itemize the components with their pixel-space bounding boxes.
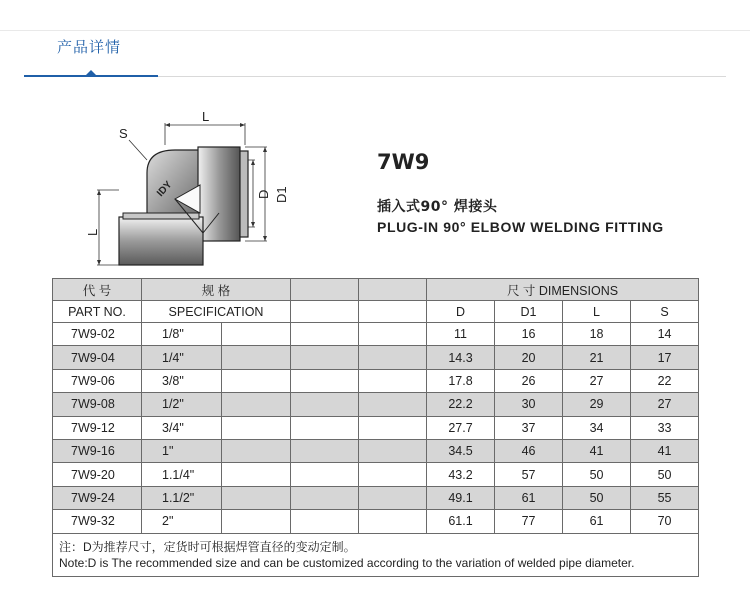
- table-row: [53, 346, 699, 369]
- cell-S: 55: [631, 486, 699, 509]
- cell-D1: 16: [495, 323, 563, 346]
- cell-blank: [291, 510, 359, 533]
- cell-D: 14.3: [427, 346, 495, 369]
- cell-S: 50: [631, 463, 699, 486]
- cell-blank: [291, 486, 359, 509]
- tab-product-details[interactable]: 产品详情: [57, 38, 122, 56]
- table-header-row-1: [53, 279, 699, 301]
- cell-blank: [222, 463, 291, 486]
- cell-S: 17: [631, 346, 699, 369]
- header-col-D: D: [427, 301, 495, 323]
- cell-blank: [359, 323, 427, 346]
- cell-blank: [359, 510, 427, 533]
- tab-active-underline: [24, 75, 158, 77]
- cell-spec: 1": [142, 439, 222, 462]
- cell-blank: [359, 439, 427, 462]
- cell-D: 27.7: [427, 416, 495, 439]
- product-name-cn: 插入式90° 焊接头: [377, 199, 498, 215]
- header-part-no: PART NO.: [53, 301, 142, 323]
- top-divider: [0, 30, 750, 31]
- cell-S: 22: [631, 369, 699, 392]
- cell-D: 43.2: [427, 463, 495, 486]
- cell-D1: 57: [495, 463, 563, 486]
- cell-D: 34.5: [427, 439, 495, 462]
- cell-S: 27: [631, 393, 699, 416]
- cell-blank: [222, 510, 291, 533]
- table-note: [53, 533, 699, 576]
- table-header-row-2: [53, 301, 699, 323]
- table-row: [53, 369, 699, 392]
- cell-L: 21: [563, 346, 631, 369]
- cell-D: 11: [427, 323, 495, 346]
- cell-blank: [222, 369, 291, 392]
- cell-blank: [359, 463, 427, 486]
- header-specification: SPECIFICATION: [142, 301, 291, 323]
- cell-L: 61: [563, 510, 631, 533]
- cell-part-no: 7W9-02: [53, 323, 142, 346]
- header-blank: [359, 279, 427, 301]
- dim-label-D1: D1: [274, 186, 289, 203]
- tab-caret-icon: [86, 70, 96, 75]
- cell-part-no: 7W9-06: [53, 369, 142, 392]
- cell-blank: [222, 416, 291, 439]
- cell-part-no: 7W9-24: [53, 486, 142, 509]
- cell-D: 17.8: [427, 369, 495, 392]
- cell-spec: 3/4": [142, 416, 222, 439]
- header-blank: [359, 301, 427, 323]
- cell-blank: [359, 369, 427, 392]
- cell-spec: 1/2": [142, 393, 222, 416]
- cell-L: 18: [563, 323, 631, 346]
- cell-blank: [291, 463, 359, 486]
- table-row: [53, 393, 699, 416]
- cell-blank: [291, 439, 359, 462]
- cell-blank: [291, 369, 359, 392]
- product-model: 7W9: [377, 150, 430, 174]
- cell-blank: [222, 439, 291, 462]
- cell-S: 33: [631, 416, 699, 439]
- table-note-row: [53, 533, 699, 576]
- cell-blank: [359, 416, 427, 439]
- dim-label-L-side: L: [85, 228, 100, 236]
- header-blank: [291, 279, 359, 301]
- cell-D1: 77: [495, 510, 563, 533]
- cell-D1: 30: [495, 393, 563, 416]
- header-spec-cn: 规 格: [142, 279, 291, 301]
- dimensions-table: [52, 278, 699, 577]
- cell-D1: 37: [495, 416, 563, 439]
- cell-L: 27: [563, 369, 631, 392]
- note-en: Note:D is The recommended size and can be customized according to the variation of welded pipe diameter.: [59, 555, 635, 570]
- table-row: [53, 463, 699, 486]
- cell-spec: 1/8": [142, 323, 222, 346]
- cell-part-no: 7W9-32: [53, 510, 142, 533]
- note-cn: 注：D为推荐尺寸，定货时可根据焊管直径的变动定制。: [59, 539, 356, 554]
- cell-blank: [222, 323, 291, 346]
- cell-L: 50: [563, 486, 631, 509]
- cell-spec: 3/8": [142, 369, 222, 392]
- cell-spec: 1.1/2": [142, 486, 222, 509]
- cell-D1: 61: [495, 486, 563, 509]
- header-col-S: S: [631, 301, 699, 323]
- cell-blank: [222, 346, 291, 369]
- dim-label-D: D: [256, 189, 271, 199]
- cell-S: 14: [631, 323, 699, 346]
- header-blank: [291, 301, 359, 323]
- cell-D1: 46: [495, 439, 563, 462]
- table-row: [53, 323, 699, 346]
- table-row: [53, 510, 699, 533]
- cell-S: 70: [631, 510, 699, 533]
- elbow-fitting-drawing: [85, 105, 315, 275]
- cell-blank: [291, 346, 359, 369]
- cell-part-no: 7W9-08: [53, 393, 142, 416]
- cell-part-no: 7W9-16: [53, 439, 142, 462]
- cell-blank: [359, 486, 427, 509]
- brand-mark: IDY: [155, 179, 175, 200]
- cell-blank: [291, 323, 359, 346]
- cell-blank: [359, 393, 427, 416]
- cell-D1: 20: [495, 346, 563, 369]
- cell-blank: [291, 416, 359, 439]
- cell-S: 41: [631, 439, 699, 462]
- header-code-cn: 代 号: [53, 279, 142, 301]
- tab-divider: [158, 76, 726, 77]
- cell-D1: 26: [495, 369, 563, 392]
- cell-blank: [222, 393, 291, 416]
- cell-L: 29: [563, 393, 631, 416]
- header-col-L: L: [563, 301, 631, 323]
- table-row: [53, 486, 699, 509]
- table-row: [53, 439, 699, 462]
- header-dimensions: 尺 寸 DIMENSIONS: [427, 279, 699, 301]
- cell-part-no: 7W9-04: [53, 346, 142, 369]
- cell-blank: [359, 346, 427, 369]
- cell-D: 61.1: [427, 510, 495, 533]
- cell-L: 34: [563, 416, 631, 439]
- cell-blank: [291, 393, 359, 416]
- cell-spec: 1/4": [142, 346, 222, 369]
- cell-D: 22.2: [427, 393, 495, 416]
- cell-D: 49.1: [427, 486, 495, 509]
- cell-part-no: 7W9-20: [53, 463, 142, 486]
- cell-spec: 1.1/4": [142, 463, 222, 486]
- header-col-D1: D1: [495, 301, 563, 323]
- cell-L: 41: [563, 439, 631, 462]
- dim-label-S: S: [119, 126, 128, 141]
- cell-L: 50: [563, 463, 631, 486]
- cell-part-no: 7W9-12: [53, 416, 142, 439]
- dim-label-L-top: L: [202, 109, 210, 124]
- cell-blank: [222, 486, 291, 509]
- table-row: [53, 416, 699, 439]
- cell-spec: 2": [142, 510, 222, 533]
- product-name-en: PLUG-IN 90° ELBOW WELDING FITTING: [377, 219, 664, 235]
